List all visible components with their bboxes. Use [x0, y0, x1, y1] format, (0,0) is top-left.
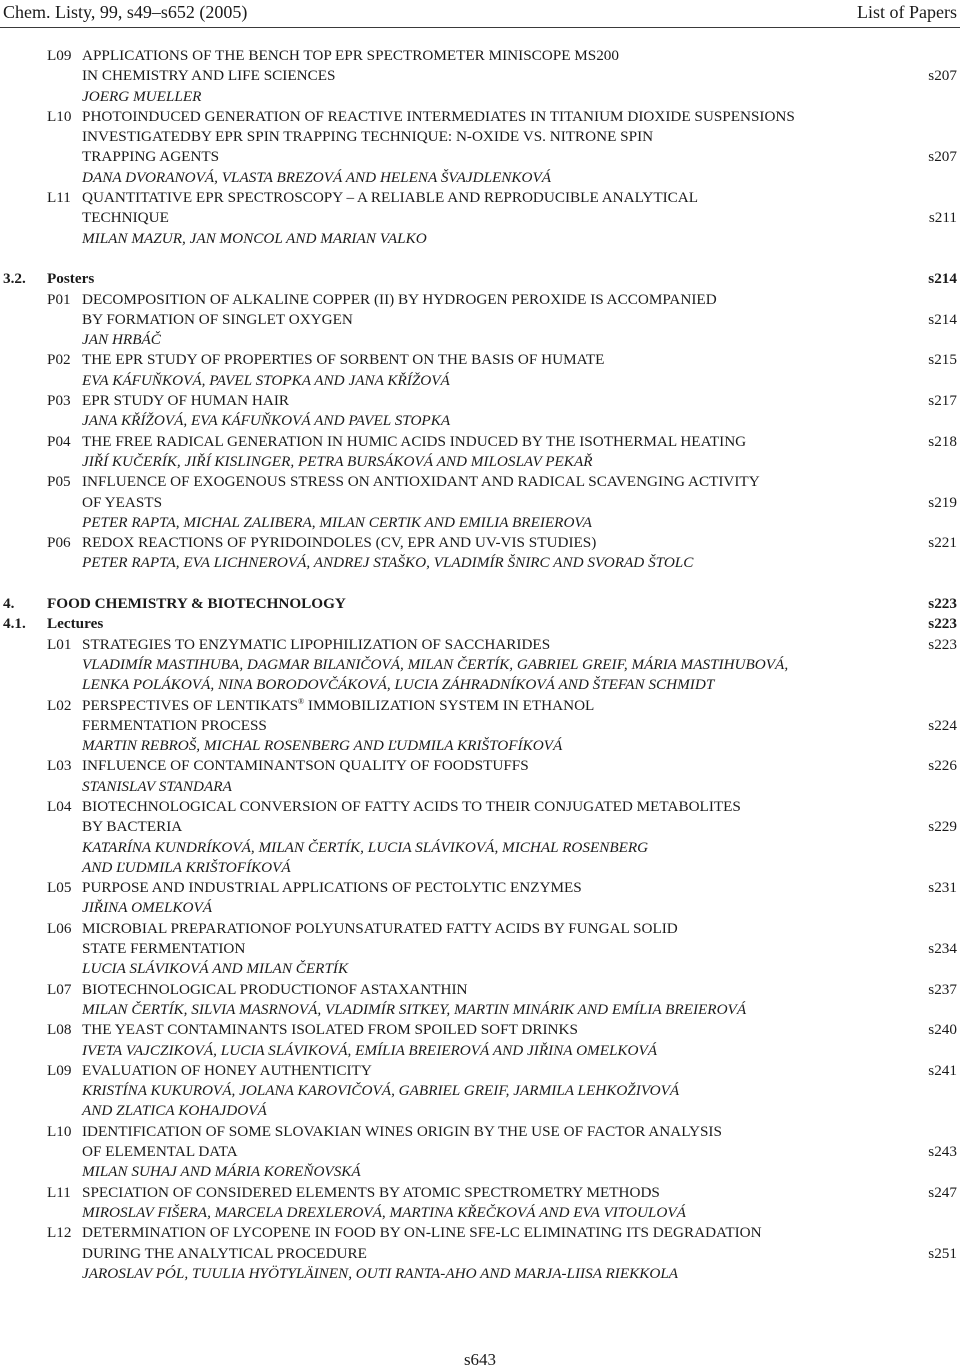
- entry-first-line: [0, 756, 960, 776]
- entry-line: [0, 87, 960, 107]
- entry-text: PURPOSE AND INDUSTRIAL APPLICATIONS OF PECTOLYTIC ENZYMES: [82, 879, 582, 897]
- entry-line: [0, 1000, 960, 1020]
- entry-title: [82, 310, 353, 330]
- entry-code: L06: [47, 919, 72, 937]
- entry-line: [0, 513, 960, 533]
- entry-text: APPLICATIONS OF THE BENCH TOP EPR SPECTROMETER MINISCOPE MS200: [82, 47, 619, 64]
- entry-text: DURING THE ANALYTICAL PROCEDURE: [82, 1244, 367, 1262]
- entry-authors: [82, 168, 551, 188]
- entry-line: [0, 655, 960, 675]
- entry-text: BIOTECHNOLOGICAL CONVERSION OF FATTY ACIDS TO THEIR CONJUGATED METABOLITES: [82, 797, 741, 815]
- entry-title: [82, 797, 741, 817]
- entry-text: JIŘÍ KUČERÍK, JIŘÍ KISLINGER, PETRA BURSÁKOVÁ AND MILOSLAV PEKAŘ: [82, 452, 593, 470]
- entry-text: MICROBIAL PREPARATIONOF POLYUNSATURATED FATTY ACIDS BY FUNGAL SOLID: [82, 919, 678, 937]
- entry-first-line: [0, 533, 960, 553]
- entry-page: s221: [928, 534, 957, 552]
- entry-line: [0, 1203, 960, 1223]
- entry-title: [82, 127, 653, 147]
- entry-title: [82, 1061, 372, 1081]
- page-number: s643: [463, 1350, 497, 1369]
- registered-mark: ®: [298, 696, 305, 706]
- entry-first-line: [0, 472, 960, 492]
- entry-authors: [82, 229, 427, 249]
- entry-text: FERMENTATION PROCESS: [82, 716, 267, 734]
- entry-code: L10: [47, 1122, 72, 1140]
- entry-line: [0, 898, 960, 918]
- entry-first-line: [0, 1122, 960, 1142]
- entry-text: MILAN MAZUR, JAN MONCOL AND MARIAN VALKO: [82, 229, 427, 247]
- entry-page: s223: [928, 635, 957, 653]
- entry-title: [82, 980, 468, 1000]
- entry-authors: [82, 655, 788, 675]
- entry-first-line: [0, 696, 960, 716]
- entry-first-line: [0, 1061, 960, 1081]
- entry-line: [0, 1142, 960, 1162]
- entry-text: THE EPR STUDY OF PROPERTIES OF SORBENT ON THE BASIS OF HUMATE: [82, 351, 605, 369]
- entry-text: MARTIN REBROŠ, MICHAL ROSENBERG AND ĽUDMILA KRIŠTOFÍKOVÁ: [82, 737, 563, 755]
- entry-text: INVESTIGATEDBY EPR SPIN TRAPPING TECHNIQUE: N-OXIDE VS. NITRONE SPIN: [82, 128, 654, 146]
- entry-first-line: [0, 1223, 960, 1243]
- entry-line: [0, 1041, 960, 1061]
- section-heading: [0, 614, 960, 634]
- entry-page: s237: [928, 980, 957, 998]
- entry-text: IVETA VAJCZIKOVÁ, LUCIA SLÁVIKOVÁ, EMÍLIA BREIEROVÁ AND JIŘINA OMELKOVÁ: [82, 1041, 658, 1059]
- entry-text: STRATEGIES TO ENZYMATIC LIPOPHILIZATION OF SACCHARIDES: [82, 635, 551, 653]
- page-header: [0, 0, 960, 28]
- entry-authors: [82, 959, 348, 979]
- entry-line: [0, 310, 960, 330]
- entry-text: KATARÍNA KUNDRÍKOVÁ, MILAN ČERTÍK, LUCIA SLÁVIKOVÁ, MICHAL ROSENBERG: [82, 838, 649, 856]
- entry-text: MIROSLAV FIŠERA, MARCELA DREXLEROVÁ, MARTINA KŘEČKOVÁ AND EVA VITOULOVÁ: [82, 1203, 686, 1221]
- entry-title: [82, 107, 795, 127]
- entry-code: P05: [47, 473, 71, 491]
- entry-code: L11: [47, 1183, 71, 1201]
- entry-authors: [82, 1264, 678, 1284]
- entry-first-line: [0, 107, 960, 127]
- entry-authors: [82, 1041, 657, 1061]
- entry-page: s234: [928, 940, 957, 958]
- entry-text: JIŘINA OMELKOVÁ: [82, 899, 213, 917]
- entry-line: [0, 553, 960, 573]
- entry-authors: [82, 777, 232, 797]
- entry-code: L05: [47, 879, 72, 897]
- entry-text: PHOTOINDUCED GENERATION OF REACTIVE INTERMEDIATES IN TITANIUM DIOXIDE SUSPENSIONS: [82, 107, 795, 125]
- entry-text: QUANTITATIVE EPR SPECTROSCOPY – A RELIABLE AND REPRODUCIBLE ANALYTICAL: [82, 189, 699, 207]
- entry-code: L10: [47, 107, 72, 125]
- entry-title: [82, 756, 529, 776]
- entry-first-line: [0, 391, 960, 411]
- entry-text: LUCIA SLÁVIKOVÁ AND MILAN ČERTÍK: [82, 960, 349, 978]
- section-number: 4.1.: [3, 615, 26, 633]
- entry-line: [0, 493, 960, 513]
- entry-title: [82, 391, 289, 411]
- entry-code: L09: [47, 47, 72, 64]
- entry-title: [82, 533, 596, 553]
- entry-title: [82, 696, 594, 716]
- entry-text: KRISTÍNA KUKUROVÁ, JOLANA KAROVIČOVÁ, GABRIEL GREIF, JARMILA LEHKOŽIVOVÁ: [82, 1082, 680, 1100]
- entry-text: BY BACTERIA: [82, 818, 183, 836]
- entry-text: MILAN ČERTÍK, SILVIA MASRNOVÁ, VLADIMÍR SITKEY, MARTIN MINÁRIK AND EMÍLIA BREIEROVÁ: [82, 1000, 747, 1018]
- entry-title: [82, 350, 604, 370]
- entry-authors: [82, 553, 693, 573]
- section-number: 3.2.: [3, 270, 26, 288]
- entry-line: [0, 330, 960, 350]
- entry-title: [82, 1122, 722, 1142]
- entry-authors: [82, 1203, 686, 1223]
- entry-title: [82, 817, 182, 837]
- section-heading: [0, 269, 960, 289]
- entry-title: [82, 290, 717, 310]
- entry-text: DETERMINATION OF LYCOPENE IN FOOD BY ON-LINE SFE-LC ELIMINATING ITS DEGRADATION: [82, 1224, 762, 1242]
- entry-first-line: [0, 797, 960, 817]
- entry-authors: [82, 858, 291, 878]
- entry-first-line: [0, 1020, 960, 1040]
- entry-page: s224: [928, 716, 957, 734]
- entry-text: IDENTIFICATION OF SOME SLOVAKIAN WINES ORIGIN BY THE USE OF FACTOR ANALYSIS: [82, 1122, 722, 1140]
- entry-text: BIOTECHNOLOGICAL PRODUCTIONOF ASTAXANTHIN: [82, 980, 468, 998]
- entry-page: s229: [928, 818, 957, 836]
- entry-text: AND ĽUDMILA KRIŠTOFÍKOVÁ: [82, 858, 291, 876]
- entry-authors: [82, 838, 648, 858]
- entry-text: JAROSLAV PÓL, TUULIA HYÖTYLÄINEN, OUTI RANTA-AHO AND MARJA-LIISA RIEKKOLA: [82, 1264, 679, 1282]
- entry-authors: [82, 513, 592, 533]
- entry-page: s241: [928, 1061, 957, 1079]
- section-page: s223: [928, 615, 957, 633]
- entry-code: L01: [47, 635, 72, 653]
- entry-text: JAN HRBÁČ: [82, 331, 161, 349]
- entry-authors: [82, 736, 562, 756]
- entry-authors: [82, 1000, 746, 1020]
- entry-code: L11: [47, 189, 71, 207]
- entry-authors: [82, 452, 593, 472]
- entry-text: PETER RAPTA, EVA LICHNEROVÁ, ANDREJ STAŠKO, VLADIMÍR ŠNIRC AND SVORAD ŠTOLC: [82, 554, 694, 572]
- entry-code: P02: [47, 351, 71, 369]
- entry-page: s243: [928, 1143, 957, 1161]
- entry-page: s217: [928, 392, 957, 410]
- entry-text: STATE FERMENTATION: [82, 940, 246, 958]
- entry-code: L12: [47, 1224, 72, 1242]
- entry-title: [82, 635, 550, 655]
- entry-text: INFLUENCE OF EXOGENOUS STRESS ON ANTIOXIDANT AND RADICAL SCAVENGING ACTIVITY: [82, 473, 760, 491]
- entry-page: s219: [928, 493, 957, 511]
- entry-title: [82, 1244, 367, 1264]
- section-title: Posters: [47, 270, 95, 288]
- entry-text: OF YEASTS: [82, 493, 163, 511]
- entry-code: P01: [47, 290, 71, 308]
- entry-line: [0, 716, 960, 736]
- entry-page: s211: [928, 209, 957, 227]
- entry-text: DECOMPOSITION OF ALKALINE COPPER (II) BY HYDROGEN PEROXIDE IS ACCOMPANIED: [82, 290, 717, 308]
- entry-line: [0, 939, 960, 959]
- entry-title: [82, 188, 698, 208]
- entry-authors: [82, 87, 201, 107]
- entry-text: JOERG MUELLER: [82, 87, 202, 105]
- entry-title: [82, 432, 746, 452]
- entry-page: s231: [928, 879, 957, 897]
- entry-page: s247: [928, 1183, 957, 1201]
- entry-first-line: [0, 188, 960, 208]
- journal-citation: Chem. Listy, 99, s49–s652 (2005): [3, 2, 248, 22]
- entry-code: P03: [47, 392, 71, 410]
- entry-first-line: [0, 878, 960, 898]
- entry-text: EVA KÁFUŇKOVÁ, PAVEL STOPKA AND JANA KŘÍŽOVÁ: [82, 371, 450, 389]
- paper-list: [0, 46, 960, 1284]
- entry-line: [0, 1264, 960, 1284]
- entry-text: THE FREE RADICAL GENERATION IN HUMIC ACIDS INDUCED BY THE ISOTHERMAL HEATING: [82, 432, 747, 450]
- entry-text: JANA KŘÍŽOVÁ, EVA KÁFUŇKOVÁ AND PAVEL STOPKA: [82, 412, 451, 430]
- entry-first-line: [0, 635, 960, 655]
- section-title: FOOD CHEMISTRY & BIOTECHNOLOGY: [47, 595, 346, 613]
- section-title: Lectures: [47, 615, 104, 633]
- spacer: [0, 249, 960, 269]
- entry-text: LENKA POLÁKOVÁ, NINA BORODOVČÁKOVÁ, LUCIA ZÁHRADNÍKOVÁ AND ŠTEFAN SCHMIDT: [82, 676, 715, 694]
- entry-text: REDOX REACTIONS OF PYRIDOINDOLES (CV, EPR AND UV-VIS STUDIES): [82, 534, 597, 552]
- entry-first-line: [0, 980, 960, 1000]
- entry-code: P06: [47, 534, 71, 552]
- entry-text: TRAPPING AGENTS: [82, 148, 220, 166]
- entry-title: [82, 66, 335, 86]
- entry-line: [0, 777, 960, 797]
- entry-page: s207: [928, 67, 957, 85]
- entry-text: AND ZLATICA KOHAJDOVÁ: [82, 1102, 267, 1120]
- entry-text: IN CHEMISTRY AND LIFE SCIENCES: [82, 67, 336, 85]
- entry-page: s215: [928, 351, 957, 369]
- entry-title: [82, 939, 245, 959]
- entry-title: [82, 46, 619, 66]
- entry-text: BY FORMATION OF SINGLET OXYGEN: [82, 310, 353, 328]
- entry-first-line: [0, 432, 960, 452]
- entry-text: THE YEAST CONTAMINANTS ISOLATED FROM SPOILED SOFT DRINKS: [82, 1021, 578, 1039]
- entry-title: [82, 147, 219, 167]
- entry-line: [0, 127, 960, 147]
- entry-line: [0, 736, 960, 756]
- entry-first-line: [0, 290, 960, 310]
- entry-title: [82, 1142, 238, 1162]
- entry-authors: [82, 675, 714, 695]
- entry-text: MILAN SUHAJ AND MÁRIA KOREŇOVSKÁ: [82, 1163, 361, 1181]
- entry-title: [82, 1020, 578, 1040]
- entry-text: PERSPECTIVES OF LENTIKATS: [82, 696, 299, 714]
- entry-text: DANA DVORANOVÁ, VLASTA BREZOVÁ AND HELENA ŠVAJDLENKOVÁ: [82, 168, 552, 186]
- entry-title: [82, 1183, 660, 1203]
- entry-text: EVALUATION OF HONEY AUTHENTICITY: [82, 1061, 372, 1079]
- entry-first-line: [0, 919, 960, 939]
- entry-line: [0, 168, 960, 188]
- entry-text: OF ELEMENTAL DATA: [82, 1143, 238, 1161]
- entry-page: s251: [928, 1244, 957, 1262]
- entry-first-line: [0, 46, 960, 66]
- entry-authors: [82, 1162, 361, 1182]
- entry-text-cont: IMMOBILIZATION SYSTEM IN ETHANOL: [304, 696, 595, 714]
- section-page: s214: [928, 270, 957, 288]
- entry-authors: [82, 330, 161, 350]
- entry-text: VLADIMÍR MASTIHUBA, DAGMAR BILANIČOVÁ, MILAN ČERTÍK, GABRIEL GREIF, MÁRIA MASTIHUBOVÁ,: [82, 655, 789, 673]
- running-section-title: List of Papers: [857, 2, 957, 22]
- entry-text: TECHNIQUE: [82, 209, 169, 227]
- entry-code: L07: [47, 980, 72, 998]
- entry-line: [0, 1244, 960, 1264]
- entry-code: L02: [47, 696, 72, 714]
- entry-title: [82, 1223, 762, 1243]
- entry-title: [82, 716, 267, 736]
- entry-text: STANISLAV STANDARA: [82, 777, 232, 795]
- entry-title: [82, 208, 169, 228]
- entry-first-line: [0, 1183, 960, 1203]
- entry-page: s226: [928, 757, 957, 775]
- entry-line: [0, 208, 960, 228]
- entry-authors: [82, 1081, 679, 1101]
- entry-page: s207: [928, 148, 957, 166]
- entry-code: L04: [47, 797, 72, 815]
- section-page: s223: [928, 595, 957, 613]
- section-number: 4.: [3, 595, 15, 613]
- entry-text: EPR STUDY OF HUMAN HAIR: [82, 392, 290, 410]
- entry-line: [0, 452, 960, 472]
- entry-text: PETER RAPTA, MICHAL ZALIBERA, MILAN CERTIK AND EMILIA BREIEROVA: [82, 513, 592, 531]
- entry-line: [0, 675, 960, 695]
- entry-text: SPECIATION OF CONSIDERED ELEMENTS BY ATOMIC SPECTROMETRY METHODS: [82, 1183, 660, 1201]
- entry-line: [0, 229, 960, 249]
- entry-page: s214: [928, 310, 957, 328]
- entry-line: [0, 817, 960, 837]
- entry-line: [0, 147, 960, 167]
- entry-authors: [82, 411, 450, 431]
- entry-line: [0, 411, 960, 431]
- entry-line: [0, 838, 960, 858]
- section-heading: [0, 594, 960, 614]
- entry-authors: [82, 1101, 267, 1121]
- entry-title: [82, 493, 162, 513]
- entry-code: L08: [47, 1021, 72, 1039]
- entry-line: [0, 1162, 960, 1182]
- entry-line: [0, 66, 960, 86]
- entry-line: [0, 1101, 960, 1121]
- entry-code: L03: [47, 757, 72, 775]
- entry-code: L09: [47, 1061, 72, 1079]
- entry-line: [0, 1081, 960, 1101]
- entry-text: INFLUENCE OF CONTAMINANTSON QUALITY OF FOODSTUFFS: [82, 757, 529, 775]
- entry-code: P04: [47, 432, 71, 450]
- entry-line: [0, 371, 960, 391]
- spacer: [0, 574, 960, 594]
- entry-line: [0, 858, 960, 878]
- entry-line: [0, 959, 960, 979]
- entry-authors: [82, 898, 212, 918]
- entry-title: [82, 878, 582, 898]
- entry-first-line: [0, 350, 960, 370]
- entry-page: s218: [928, 432, 957, 450]
- entry-authors: [82, 371, 450, 391]
- entry-title: [82, 472, 760, 492]
- entry-page: s240: [928, 1021, 957, 1039]
- entry-title: [82, 919, 678, 939]
